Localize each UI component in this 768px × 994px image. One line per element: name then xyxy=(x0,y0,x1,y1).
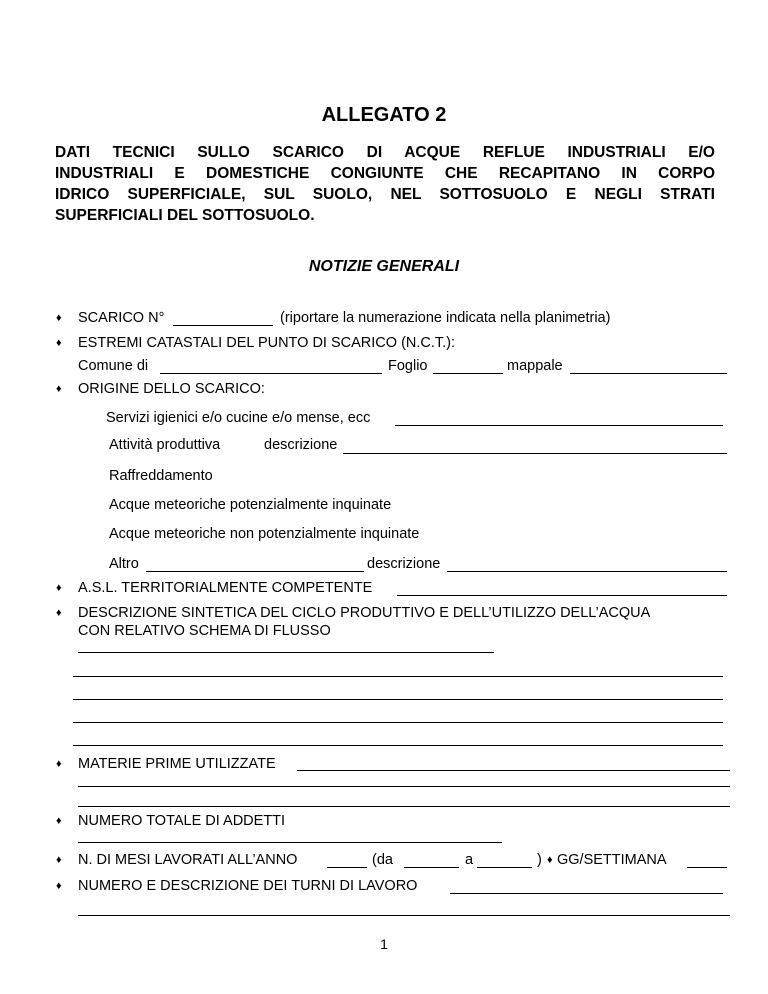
altro-descrizione-field[interactable] xyxy=(447,571,727,572)
intro-heading xyxy=(55,142,715,226)
descrizione-ciclo-label: DESCRIZIONE SINTETICA DEL CICLO PRODUTTIVO E DELL’UTILIZZO DELL’ACQUA xyxy=(78,605,651,621)
da-label: (da xyxy=(372,852,393,868)
bullet-icon: ♦ xyxy=(56,337,62,349)
bullet-icon: ♦ xyxy=(56,607,62,619)
materie-label: MATERIE PRIME UTILIZZATE xyxy=(78,756,276,772)
bullet-icon: ♦ xyxy=(56,854,62,866)
bullet-icon: ♦ xyxy=(56,312,62,324)
raffreddamento-label: Raffreddamento xyxy=(109,468,213,484)
document-title: ALLEGATO 2 xyxy=(321,104,447,126)
acque-inquinate-label: Acque meteoriche potenzialmente inquinate xyxy=(109,497,392,513)
mappale-label: mappale xyxy=(507,358,563,374)
bullet-icon: ♦ xyxy=(56,880,62,892)
bullet-icon: ♦ xyxy=(547,854,553,866)
comune-label: Comune di xyxy=(78,358,149,374)
mappale-field[interactable] xyxy=(570,373,727,374)
altro-field[interactable] xyxy=(146,571,364,572)
gg-settimana-label: GG/SETTIMANA xyxy=(557,852,667,868)
page-number: 1 xyxy=(380,936,388,952)
intro-line: IDRICO SUPERFICIALE, SUL SUOLO, NEL SOTTOSUOLO E NEGLI STRATI xyxy=(55,186,715,203)
descrizione-ciclo-field[interactable] xyxy=(73,722,723,723)
bullet-icon: ♦ xyxy=(56,582,62,594)
addetti-label: NUMERO TOTALE DI ADDETTI xyxy=(78,813,286,829)
acque-non-inquinate-label: Acque meteoriche non potenzialmente inquinate xyxy=(109,526,420,542)
materie-field[interactable] xyxy=(78,786,730,787)
materie-field[interactable] xyxy=(297,770,730,771)
turni-field[interactable] xyxy=(78,915,730,916)
bullet-icon: ♦ xyxy=(56,383,62,395)
bullet-icon: ♦ xyxy=(56,815,62,827)
section-title: NOTIZIE GENERALI xyxy=(308,258,460,275)
mesi-field[interactable] xyxy=(327,867,367,868)
scarico-number-field[interactable] xyxy=(173,325,273,326)
asl-label: A.S.L. TERRITORIALMENTE COMPETENTE xyxy=(78,580,373,596)
servizi-label: Servizi igienici e/o cucine e/o mense, ecc xyxy=(106,410,371,426)
mesi-label: N. DI MESI LAVORATI ALL’ANNO xyxy=(78,852,298,868)
intro-line: INDUSTRIALI E DOMESTICHE CONGIUNTE CHE RECAPITANO IN CORPO xyxy=(55,165,715,182)
foglio-field[interactable] xyxy=(433,373,503,374)
materie-field[interactable] xyxy=(78,806,730,807)
foglio-label: Foglio xyxy=(388,358,428,374)
turni-label: NUMERO E DESCRIZIONE DEI TURNI DI LAVORO xyxy=(78,878,418,894)
descrizione-ciclo-field[interactable] xyxy=(73,699,723,700)
addetti-field[interactable] xyxy=(78,842,502,843)
bullet-icon: ♦ xyxy=(56,758,62,770)
descrizione-ciclo-field[interactable] xyxy=(73,745,723,746)
intro-line: DATI TECNICI SULLO SCARICO DI ACQUE REFLUE INDUSTRIALI E/O xyxy=(55,144,715,161)
attivita-descrizione-label: descrizione xyxy=(264,437,338,453)
attivita-descrizione-field[interactable] xyxy=(343,453,727,454)
attivita-label: Attività produttiva xyxy=(109,437,221,453)
comune-field[interactable] xyxy=(160,373,382,374)
turni-field[interactable] xyxy=(450,893,723,894)
estremi-label: ESTREMI CATASTALI DEL PUNTO DI SCARICO (N.C.T.): xyxy=(78,335,456,351)
altro-descrizione-label: descrizione xyxy=(367,556,441,572)
origine-label: ORIGINE DELLO SCARICO: xyxy=(78,381,265,397)
close-paren: ) xyxy=(537,852,542,868)
a-field[interactable] xyxy=(477,867,532,868)
intro-line: SUPERFICIALI DEL SOTTOSUOLO. xyxy=(55,207,315,224)
a-label: a xyxy=(465,852,474,868)
scarico-note: (riportare la numerazione indicata nella planimetria) xyxy=(280,310,611,326)
descrizione-ciclo-field[interactable] xyxy=(78,652,494,653)
descrizione-ciclo-field[interactable] xyxy=(73,676,723,677)
altro-label: Altro xyxy=(109,556,139,572)
descrizione-ciclo-label-2: CON RELATIVO SCHEMA DI FLUSSO xyxy=(78,623,331,639)
asl-field[interactable] xyxy=(397,595,727,596)
gg-settimana-field[interactable] xyxy=(687,867,727,868)
servizi-field[interactable] xyxy=(395,425,723,426)
da-field[interactable] xyxy=(404,867,459,868)
scarico-label: SCARICO N° xyxy=(78,310,165,326)
